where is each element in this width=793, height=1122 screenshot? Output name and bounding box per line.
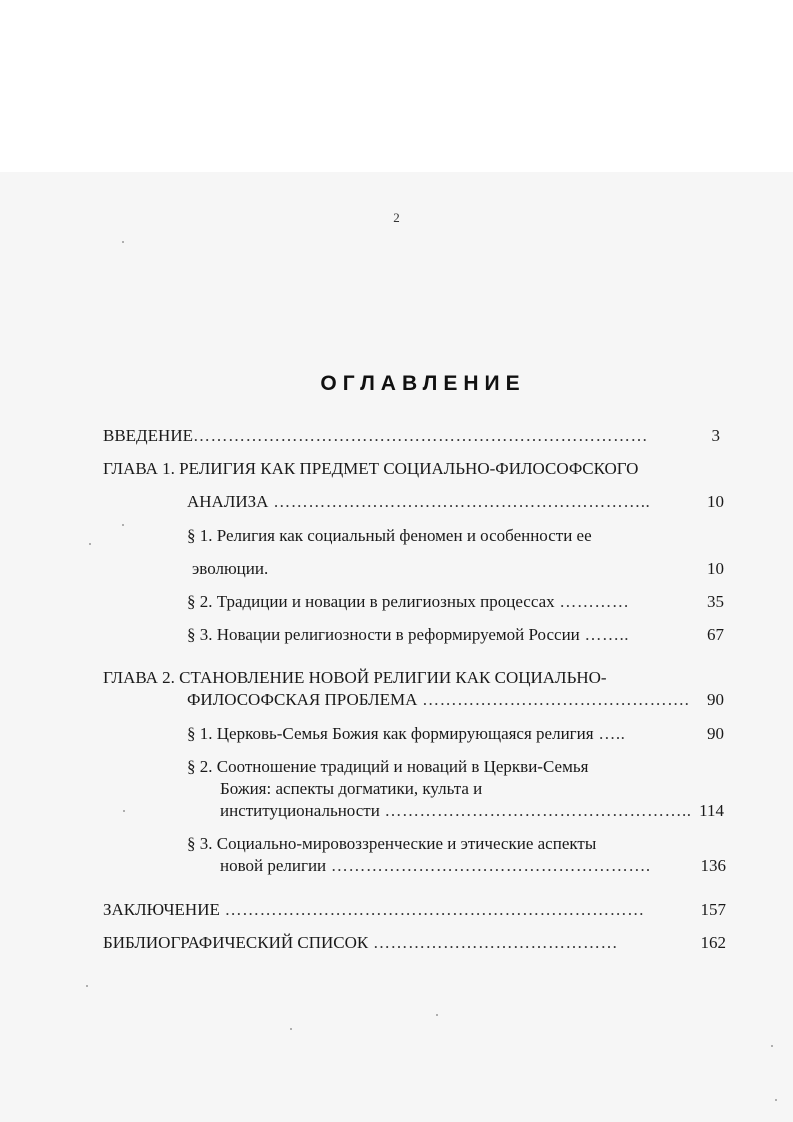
toc-entry-bibliography[interactable] bbox=[103, 933, 618, 953]
leader-dots: ………………………………………………. bbox=[326, 856, 651, 875]
toc-entry-ch1-section-1-cont[interactable] bbox=[192, 559, 268, 579]
scan-speck bbox=[771, 1045, 773, 1047]
entry-label: новой религии bbox=[220, 856, 327, 875]
toc-entry-intro[interactable] bbox=[103, 426, 648, 446]
page-ref: 162 bbox=[700, 933, 726, 952]
toc-entry-ch2-section-3-cont[interactable] bbox=[220, 856, 651, 876]
entry-label: § 3. Новации религиозности в реформируемой России bbox=[187, 625, 580, 644]
page-ref: 136 bbox=[700, 856, 726, 875]
scan-speck bbox=[122, 241, 124, 243]
toc-entry-ch1-section-3[interactable] bbox=[187, 625, 629, 645]
scan-speck bbox=[86, 985, 88, 987]
leader-dots: ………… bbox=[554, 592, 630, 611]
toc-entry-ch2-section-3[interactable] bbox=[187, 834, 596, 854]
scan-speck bbox=[123, 810, 125, 812]
page-ref: 90 bbox=[707, 690, 724, 709]
scan-speck bbox=[122, 524, 124, 526]
entry-label: Божия: аспекты догматики, культа и bbox=[220, 779, 483, 798]
page-ref: 10 bbox=[707, 559, 724, 578]
toc-entry-ch2-section-2[interactable] bbox=[187, 757, 588, 777]
page-ref: 10 bbox=[707, 492, 724, 511]
leader-dots: ………………………………………. bbox=[417, 690, 690, 709]
entry-label: ФИЛОСОФСКАЯ ПРОБЛЕМА bbox=[187, 690, 418, 709]
toc-title: ОГЛАВЛЕНИЕ bbox=[320, 372, 526, 395]
page-ref: 90 bbox=[707, 724, 724, 743]
page-ref: 114 bbox=[699, 801, 724, 820]
toc-entry-chapter-1[interactable] bbox=[103, 459, 638, 479]
entry-label: § 3. Социально-мировоззренческие и этические аспекты bbox=[187, 834, 597, 853]
entry-label: § 1. Религия как социальный феномен и особенности ее bbox=[187, 526, 592, 545]
toc-entry-ch2-section-2-cont-2[interactable] bbox=[220, 801, 692, 821]
scan-speck bbox=[89, 543, 91, 545]
toc-entry-ch1-section-1[interactable] bbox=[187, 526, 592, 546]
entry-label: эволюции. bbox=[192, 559, 269, 578]
entry-label: § 1. Церковь-Семья Божия как формирующаяся религия bbox=[187, 724, 594, 743]
entry-label: ЗАКЛЮЧЕНИЕ bbox=[103, 900, 220, 919]
page-ref: 3 bbox=[711, 426, 720, 445]
toc-entry-ch2-section-2-cont[interactable] bbox=[220, 779, 482, 799]
page-ref: 35 bbox=[707, 592, 724, 611]
entry-label: ГЛАВА 1. РЕЛИГИЯ КАК ПРЕДМЕТ СОЦИАЛЬНО-ФИЛОСОФСКОГО bbox=[103, 459, 639, 478]
toc-entry-conclusion[interactable] bbox=[103, 900, 645, 920]
leader-dots: …………………………………………………………………… bbox=[192, 426, 648, 445]
toc-entry-ch2-section-1[interactable] bbox=[187, 724, 625, 744]
leader-dots: …….. bbox=[579, 625, 630, 644]
entry-label: БИБЛИОГРАФИЧЕСКИЙ СПИСОК bbox=[103, 933, 369, 952]
scanned-page-area bbox=[0, 172, 793, 1122]
page-ref: 67 bbox=[707, 625, 724, 644]
page-ref: 157 bbox=[700, 900, 726, 919]
leader-dots: ….. bbox=[593, 724, 626, 743]
entry-label: § 2. Соотношение традиций и новаций в Церкви-Семья bbox=[187, 757, 589, 776]
scan-speck bbox=[290, 1028, 292, 1030]
entry-label: АНАЛИЗА bbox=[187, 492, 269, 511]
entry-label: институциональности bbox=[220, 801, 380, 820]
entry-label: § 2. Традиции и новации в религиозных процессах bbox=[187, 592, 555, 611]
scan-speck bbox=[775, 1099, 777, 1101]
toc-entry-ch1-section-2[interactable] bbox=[187, 592, 629, 612]
leader-dots: ……………………………………………………………… bbox=[219, 900, 645, 919]
leader-dots: ……………………………………………………….. bbox=[268, 492, 651, 511]
page-number: 2 bbox=[393, 210, 400, 225]
toc-entry-chapter-1-cont[interactable] bbox=[187, 492, 650, 512]
entry-label: ГЛАВА 2. СТАНОВЛЕНИЕ НОВОЙ РЕЛИГИИ КАК СОЦИАЛЬНО- bbox=[103, 668, 607, 687]
leader-dots: …………………………………… bbox=[368, 933, 618, 952]
entry-label: ВВЕДЕНИЕ bbox=[103, 426, 193, 445]
leader-dots: …………………………………………….. bbox=[379, 801, 692, 820]
toc-entry-chapter-2[interactable] bbox=[103, 668, 607, 688]
scan-speck bbox=[436, 1014, 438, 1016]
toc-entry-chapter-2-cont[interactable] bbox=[187, 690, 689, 710]
